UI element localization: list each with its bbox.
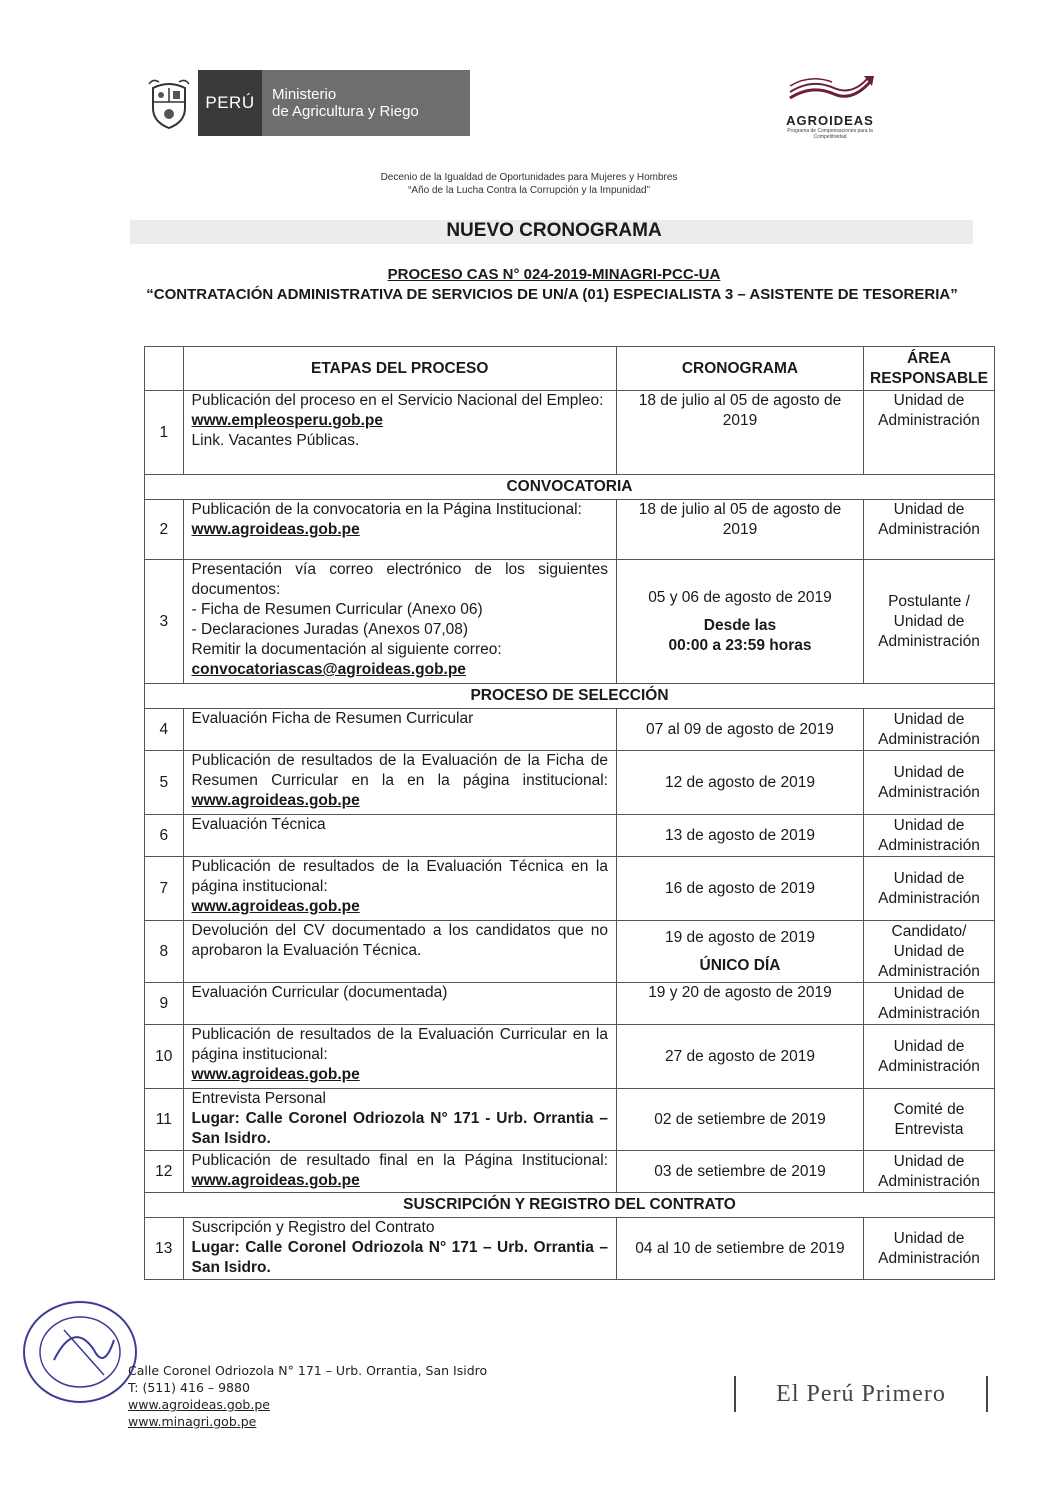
row-cronograma: 19 y 20 de agosto de 2019	[616, 983, 863, 1025]
etapa-text: Publicación de la convocatoria en la Página Institucional:	[191, 501, 582, 518]
row-etapa	[183, 1218, 616, 1280]
row-area: Unidad de Administración	[864, 500, 995, 560]
row-cronograma: 16 de agosto de 2019	[616, 857, 863, 921]
etapa-text-4: Remitir la documentación al siguiente correo:	[191, 641, 502, 658]
row-etapa	[183, 1025, 616, 1089]
row-cronograma	[616, 560, 863, 684]
header-etapas: ETAPAS DEL PROCESO	[183, 347, 616, 391]
row-etapa: Devolución del CV documentado a los candidatos que no aprobaron la Evaluación Técnica.	[183, 921, 616, 983]
agroideas-mark-icon	[782, 72, 878, 106]
row-number: 5	[145, 751, 184, 815]
row-area: Unidad de Administración	[864, 1151, 995, 1193]
table-header-row	[145, 347, 995, 391]
row-number: 10	[145, 1025, 184, 1089]
etapa-text: Publicación de resultados de la Evaluación de la Ficha de Resumen Curricular en la en la página institucional:	[191, 752, 608, 789]
row-cronograma: 03 de setiembre de 2019	[616, 1151, 863, 1193]
row-cronograma	[616, 921, 863, 983]
table-row	[145, 857, 995, 921]
row-cronograma: 04 al 10 de setiembre de 2019	[616, 1218, 863, 1280]
row-number: 9	[145, 983, 184, 1025]
row-cronograma: 12 de agosto de 2019	[616, 751, 863, 815]
row-etapa: Evaluación Curricular (documentada)	[183, 983, 616, 1025]
row-number: 12	[145, 1151, 184, 1193]
process-code: PROCESO CAS N° 024-2019-MINAGRI-PCC-UA	[387, 266, 721, 283]
row-etapa	[183, 500, 616, 560]
table-row	[145, 1025, 995, 1089]
footer-web-agroideas[interactable]: www.agroideas.gob.pe	[128, 1397, 270, 1412]
section-seleccion: PROCESO DE SELECCIÓN	[145, 684, 995, 709]
agroideas-link[interactable]: www.agroideas.gob.pe	[191, 1172, 360, 1189]
crono-date: 05 y 06 de agosto de 2019	[648, 588, 832, 606]
table-row	[145, 1089, 995, 1151]
etapa-location: Lugar: Calle Coronel Odriozola N° 171 – Urb. Orrantia – San Isidro.	[191, 1239, 608, 1276]
header-area-line-1: ÁREA	[907, 349, 951, 367]
row-etapa: Evaluación Técnica	[183, 815, 616, 857]
table-row	[145, 1218, 995, 1280]
agroideas-link[interactable]: www.agroideas.gob.pe	[191, 521, 360, 538]
agroideas-subtitle: Programa de Compensaciones para la Competitividad	[787, 128, 873, 140]
row-cronograma: 18 de julio al 05 de agosto de 2019	[616, 500, 863, 560]
ministry-name	[262, 70, 470, 136]
row-etapa	[183, 560, 616, 684]
row-number: 4	[145, 709, 184, 751]
table-row	[145, 391, 995, 475]
email-link[interactable]: convocatoriascas@agroideas.gob.pe	[191, 661, 466, 678]
row-etapa	[183, 391, 616, 475]
etapa-text: Entrevista Personal	[191, 1090, 326, 1107]
row-etapa	[183, 857, 616, 921]
row-etapa	[183, 1151, 616, 1193]
peru-coat-of-arms-icon	[140, 70, 198, 136]
decenio-text	[0, 171, 1058, 197]
row-number: 3	[145, 560, 184, 684]
etapa-text: Suscripción y Registro del Contrato	[191, 1219, 435, 1236]
row-number: 13	[145, 1218, 184, 1280]
agroideas-logo	[770, 72, 890, 140]
row-area: Unidad de Administración	[864, 983, 995, 1025]
footer-address: Calle Coronel Odriozola N° 171 – Urb. Orrantia, San Isidro	[128, 1363, 488, 1378]
agroideas-name: AGROIDEAS	[786, 113, 874, 128]
section-convocatoria: CONVOCATORIA	[145, 475, 995, 500]
crono-date: 19 de agosto de 2019	[664, 928, 815, 946]
row-etapa	[183, 751, 616, 815]
row-area: Unidad de Administración	[864, 815, 995, 857]
table-row	[145, 921, 995, 983]
row-area: Postulante / Unidad de Administración	[864, 560, 995, 684]
row-cronograma: 02 de setiembre de 2019	[616, 1089, 863, 1151]
row-area: Unidad de Administración	[864, 857, 995, 921]
header-area	[864, 347, 995, 391]
agroideas-link[interactable]: www.agroideas.gob.pe	[191, 898, 360, 915]
crono-bold-1: ÚNICO DÍA	[699, 956, 781, 974]
row-area: Unidad de Administración	[864, 1218, 995, 1280]
etapa-text: Publicación de resultados de la Evaluación Curricular en la página institucional:	[191, 1026, 608, 1063]
header-area-line-2: RESPONSABLE	[870, 369, 988, 387]
peru-label: PERÚ	[198, 70, 262, 136]
row-cronograma: 13 de agosto de 2019	[616, 815, 863, 857]
ministry-line-1: Ministerio	[272, 86, 337, 103]
row-cronograma: 07 al 09 de agosto de 2019	[616, 709, 863, 751]
row-area: Unidad de Administración	[864, 751, 995, 815]
etapa-text-2: - Ficha de Resumen Curricular (Anexo 06)	[191, 601, 483, 618]
row-etapa	[183, 1089, 616, 1151]
row-number: 7	[145, 857, 184, 921]
row-area: Candidato/ Unidad de Administración	[864, 921, 995, 983]
footer-contact	[128, 1362, 487, 1430]
table-row	[145, 1151, 995, 1193]
agroideas-link[interactable]: www.agroideas.gob.pe	[191, 1066, 360, 1083]
table-row	[145, 751, 995, 815]
section-row	[145, 475, 995, 500]
footer-phone: T: (511) 416 – 9880	[128, 1380, 250, 1395]
table-row	[145, 500, 995, 560]
agroideas-link[interactable]: www.agroideas.gob.pe	[191, 792, 360, 809]
footer-web-minagri[interactable]: www.minagri.gob.pe	[128, 1414, 257, 1429]
section-suscripcion: SUSCRIPCIÓN Y REGISTRO DEL CONTRATO	[145, 1193, 995, 1218]
row-area: Comité de Entrevista	[864, 1089, 995, 1151]
crono-bold-2: 00:00 a 23:59 horas	[668, 636, 812, 654]
row-cronograma: 18 de julio al 05 de agosto de 2019	[616, 391, 863, 475]
slogan-el-peru-primero: El Perú Primero	[734, 1376, 988, 1412]
etapa-text: Presentación vía correo electrónico de los siguientes documentos:	[191, 561, 608, 598]
etapa-text-3: - Declaraciones Juradas (Anexos 07,08)	[191, 621, 469, 638]
etapa-text: Publicación del proceso en el Servicio Nacional del Empleo:	[191, 392, 604, 409]
institutional-seal-icon	[14, 1300, 144, 1410]
row-number: 2	[145, 500, 184, 560]
section-row	[145, 1193, 995, 1218]
header-number	[145, 347, 184, 391]
etapa-text-2: Link. Vacantes Públicas.	[191, 432, 360, 449]
section-row	[145, 684, 995, 709]
table-row	[145, 560, 995, 684]
row-area: Unidad de Administración	[864, 391, 995, 475]
ministry-logo	[140, 70, 470, 136]
row-etapa: Evaluación Ficha de Resumen Curricular	[183, 709, 616, 751]
table-row	[145, 815, 995, 857]
table-row	[145, 709, 995, 751]
empleosperu-link[interactable]: www.empleosperu.gob.pe	[191, 412, 384, 429]
row-number: 1	[145, 391, 184, 475]
etapa-text: Publicación de resultados de la Evaluación Técnica en la página institucional:	[191, 858, 608, 895]
schedule-table	[144, 346, 995, 1280]
process-description: “CONTRATACIÓN ADMINISTRATIVA DE SERVICIOS DE UN/A (01) ESPECIALISTA 3 – ASISTENTE DE TESORERIA”	[146, 286, 958, 303]
etapa-text: Publicación de resultado final en la Página Institucional:	[191, 1152, 608, 1169]
decenio-line-1: Decenio de la Igualdad de Oportunidades para Mujeres y Hombres	[380, 172, 678, 183]
row-cronograma: 27 de agosto de 2019	[616, 1025, 863, 1089]
row-number: 8	[145, 921, 184, 983]
crono-bold-1: Desde las	[703, 616, 777, 634]
ministry-line-2: de Agricultura y Riego	[272, 103, 419, 120]
row-number: 11	[145, 1089, 184, 1151]
table-row	[145, 983, 995, 1025]
decenio-line-2: “Año de la Lucha Contra la Corrupción y la Impunidad”	[408, 185, 650, 196]
etapa-location: Lugar: Calle Coronel Odriozola N° 171 - Urb. Orrantia – San Isidro.	[191, 1110, 608, 1147]
row-number: 6	[145, 815, 184, 857]
page-title: NUEVO CRONOGRAMA	[446, 220, 662, 241]
row-area: Unidad de Administración	[864, 709, 995, 751]
row-area: Unidad de Administración	[864, 1025, 995, 1089]
header-cronograma: CRONOGRAMA	[616, 347, 863, 391]
